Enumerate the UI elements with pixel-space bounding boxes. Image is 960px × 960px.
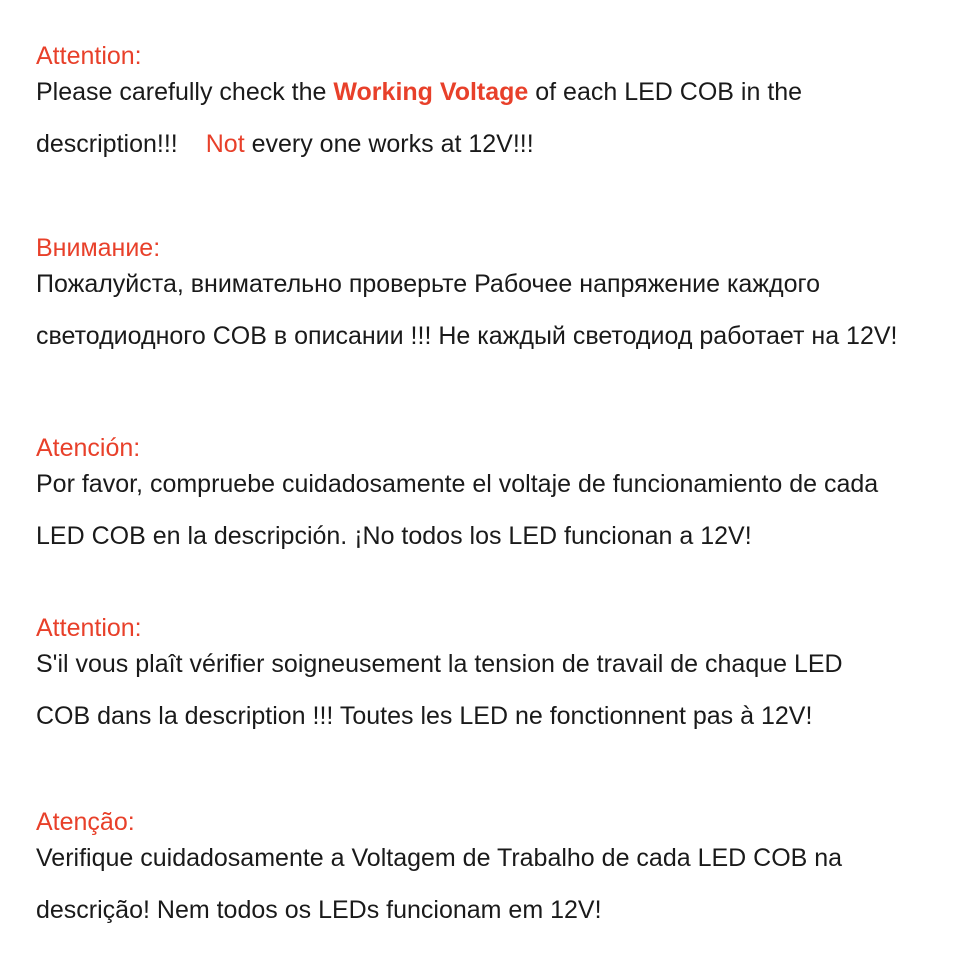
notice-line-1: Por favor, compruebe cuidadosamente el voltaje de funcionamiento de cada xyxy=(36,470,879,498)
notice-heading: Atención: xyxy=(36,434,141,462)
notice-text: Please carefully check the xyxy=(36,78,334,106)
notice-text: of each LED COB in the xyxy=(528,78,803,106)
notice-line-2: descrição! Nem todos os LEDs funcionam em 12V! xyxy=(36,896,602,924)
notice-line-2: COB dans la description !!! Toutes les LED ne fonctionnent pas à 12V! xyxy=(36,702,813,730)
notice-line-1: S'il vous plaît vérifier soigneusement la tension de travail de chaque LED xyxy=(36,650,843,678)
notice-line-2 xyxy=(36,130,534,158)
notice-heading: Внимание: xyxy=(36,234,161,262)
notice-line-1: Verifique cuidadosamente a Voltagem de Trabalho de cada LED COB na xyxy=(36,844,843,872)
notice-line-2: светодиодного COB в описании !!! Не каждый светодиод работает на 12V! xyxy=(36,322,898,350)
working-voltage-highlight: Working Voltage xyxy=(333,78,529,106)
notice-heading: Atenção: xyxy=(36,808,135,836)
not-highlight: Not xyxy=(205,130,245,158)
notice-line-1: Пожалуйста, внимательно проверьте Рабочее напряжение каждого xyxy=(36,270,821,298)
notice-heading: Attention: xyxy=(36,42,142,70)
notice-line-2: LED COB en la descripción. ¡No todos los LED funcionan a 12V! xyxy=(36,522,752,550)
notice-heading: Attention: xyxy=(36,614,142,642)
notice-line-1 xyxy=(36,78,802,106)
notice-text: every one works at 12V!!! xyxy=(244,130,534,158)
notice-text: description!!! xyxy=(36,130,178,158)
